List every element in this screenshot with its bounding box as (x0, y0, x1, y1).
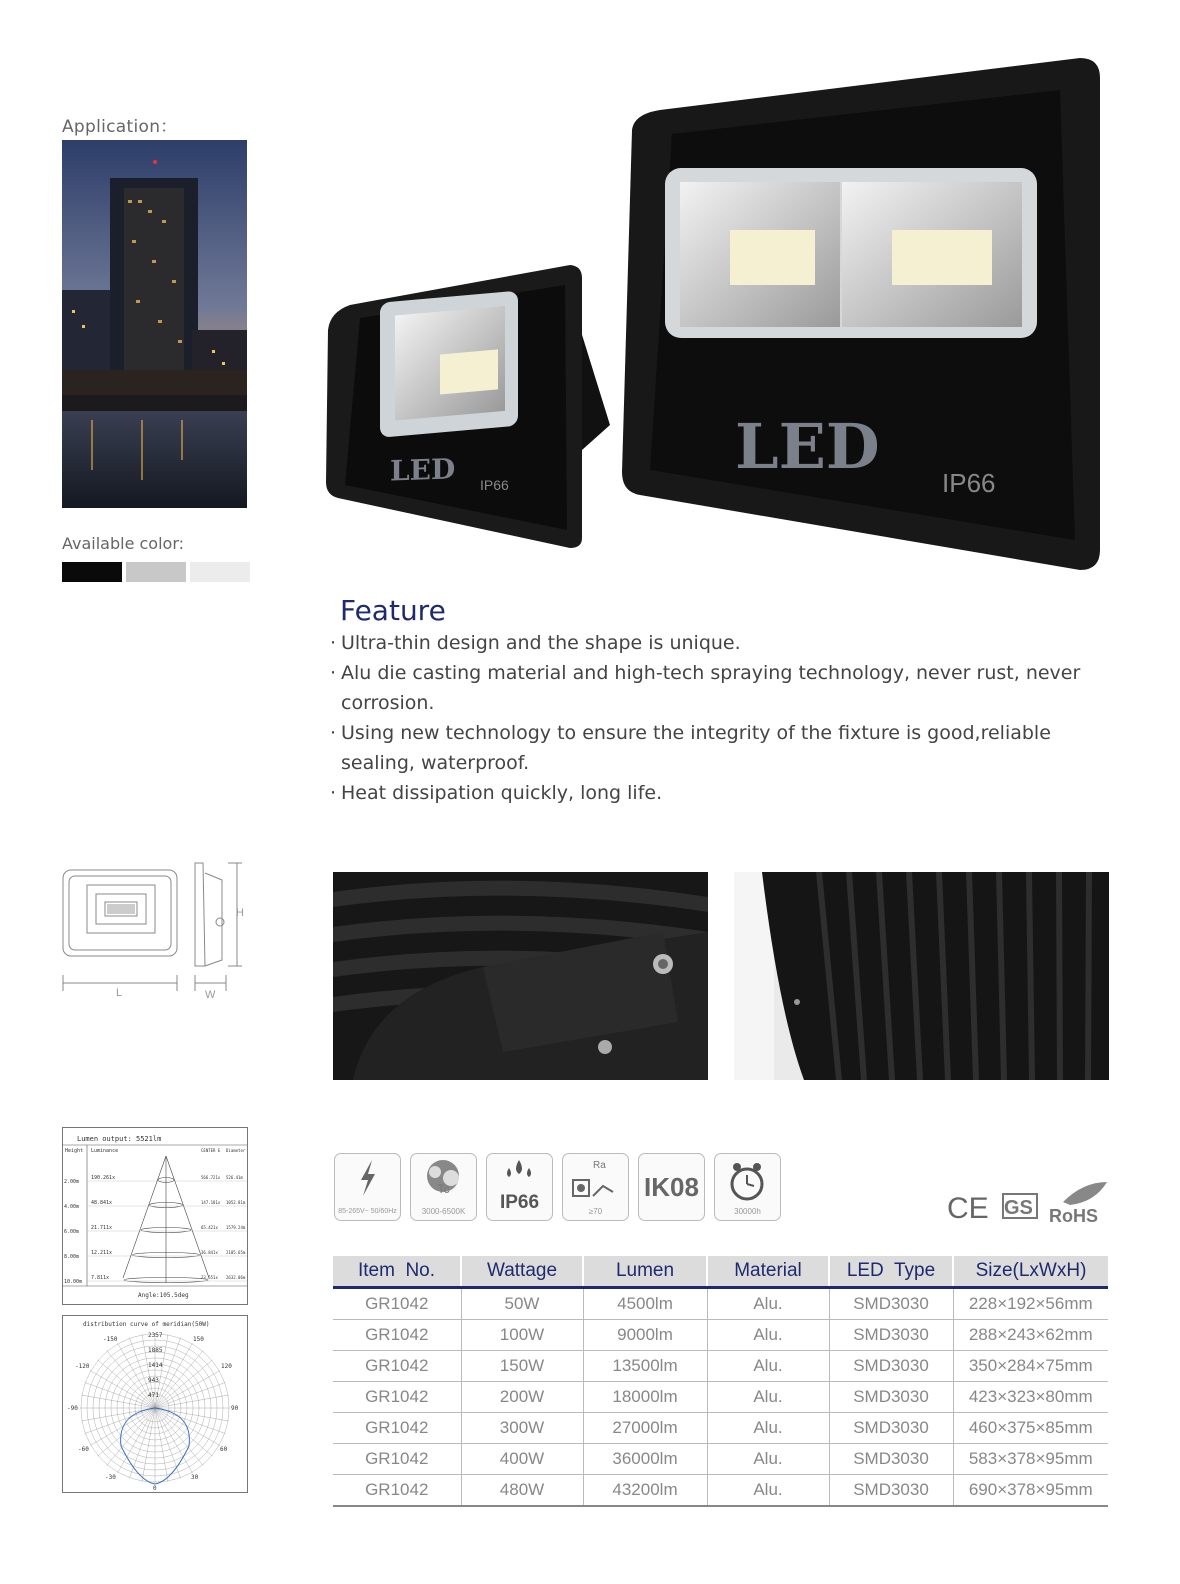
color-swatch-white (190, 562, 250, 582)
table-cell: 690×378×95mm (953, 1475, 1108, 1507)
application-label: Application： (62, 117, 178, 137)
lumen-cell: 48.841x (91, 1200, 113, 1206)
lumen-cell: 65.421x (201, 1225, 218, 1230)
table-cell: GR1042 (333, 1382, 461, 1413)
spec-table (333, 1256, 1108, 1507)
color-swatch-black (62, 562, 122, 582)
lumen-cell: 6.00m (64, 1229, 80, 1235)
table-cell: 50W (461, 1288, 583, 1320)
polar-radial-label: 1885 (148, 1347, 163, 1354)
table-row (333, 1382, 1108, 1413)
table-cell: 460×375×85mm (953, 1413, 1108, 1444)
table-cell: Alu. (707, 1320, 829, 1351)
table-cell: GR1042 (333, 1475, 461, 1507)
polar-angle-label: 0 (153, 1485, 157, 1492)
table-cell: 100W (461, 1320, 583, 1351)
lumen-cell: 2105.65m (226, 1250, 246, 1255)
table-cell: Alu. (707, 1382, 829, 1413)
rear-photo (734, 872, 1109, 1080)
lumen-col-luminance: Luminance (91, 1148, 119, 1154)
table-cell: 228×192×56mm (953, 1288, 1108, 1320)
polar-angle-label: 120 (221, 1363, 232, 1370)
table-cell: 150W (461, 1351, 583, 1382)
table-cell: 200W (461, 1382, 583, 1413)
rohs-mark: RoHS (1049, 1206, 1098, 1225)
lumen-chart-footer: Angle:105.5deg (138, 1292, 189, 1299)
table-cell: Alu. (707, 1413, 829, 1444)
polar-angle-label: -30 (105, 1474, 116, 1481)
table-cell: 423×323×80mm (953, 1382, 1108, 1413)
lumen-cell: 12.211x (91, 1250, 113, 1256)
table-cell: SMD3030 (829, 1288, 953, 1320)
lumen-cell: 566.721x (201, 1175, 221, 1180)
table-cell: 27000lm (583, 1413, 707, 1444)
table-cell: GR1042 (333, 1444, 461, 1475)
lumen-col-height: Height (65, 1148, 84, 1154)
table-cell: 18000lm (583, 1382, 707, 1413)
voltage-text: 85-265V~ 50/60Hz (338, 1208, 397, 1215)
table-cell: 4500lm (583, 1288, 707, 1320)
lumen-col-diameter: Diameter (226, 1148, 246, 1153)
table-cell: Alu. (707, 1288, 829, 1320)
ik08-text: IK08 (644, 1172, 699, 1202)
table-cell: 43200lm (583, 1475, 707, 1507)
available-color-label: Available color: (62, 534, 185, 553)
col-size: Size(LxWxH) (953, 1256, 1108, 1288)
table-cell: 288×243×62mm (953, 1320, 1108, 1351)
lumen-cell: 21.711x (91, 1225, 113, 1231)
col-lumen: Lumen (583, 1256, 707, 1288)
lumen-cell: 147.181x (201, 1200, 221, 1205)
lumen-cell: 7.811x (91, 1275, 110, 1281)
col-item-no: Item No. (333, 1256, 461, 1288)
polar-angle-label: -120 (75, 1363, 90, 1370)
lumen-col-center: CENTER E (201, 1148, 221, 1153)
height-label: H (236, 907, 244, 919)
ra-value: ≥70 (588, 1207, 603, 1216)
table-cell: GR1042 (333, 1288, 461, 1320)
table-header-row (333, 1256, 1108, 1288)
table-cell: 9000lm (583, 1320, 707, 1351)
feature-item: · Using new technology to ensure the integrity of the fixture is good,reliable sealing, waterproof. (330, 718, 1130, 778)
width-label: W (205, 989, 216, 1001)
table-row (333, 1475, 1108, 1507)
lifespan-text: 30000h (734, 1207, 761, 1216)
lumen-cell: 526.41m (226, 1175, 243, 1180)
table-row (333, 1288, 1108, 1320)
large-ip-label: IP66 (942, 468, 996, 498)
lumen-cell: 2632.06m (226, 1275, 246, 1280)
application-photo (62, 140, 247, 508)
rohs-leaf-icon (1063, 1182, 1107, 1205)
ra-label: Ra (593, 1160, 606, 1171)
large-led-badge: LED (735, 410, 880, 483)
table-cell: 583×378×95mm (953, 1444, 1108, 1475)
lumen-cell: 1052.81m (226, 1200, 246, 1205)
table-row (333, 1413, 1108, 1444)
cct-symbol: Tc (437, 1182, 450, 1196)
table-cell: SMD3030 (829, 1444, 953, 1475)
lumen-cell: 1579.24m (226, 1225, 246, 1230)
table-cell: Alu. (707, 1475, 829, 1507)
table-row (333, 1351, 1108, 1382)
col-led-type: LED Type (829, 1256, 953, 1288)
polar-angle-label: -60 (78, 1446, 89, 1453)
feature-title: Feature (340, 594, 446, 627)
feature-item: · Alu die casting material and high-tech spraying technology, never rust, never corrosion. (330, 658, 1130, 718)
ip66-text: IP66 (499, 1192, 540, 1213)
polar-angle-label: 30 (191, 1474, 199, 1481)
feature-item: · Ultra-thin design and the shape is unique. (330, 628, 1130, 658)
cri-cert (562, 1153, 629, 1221)
polar-radial-label: 2357 (148, 1332, 163, 1339)
lumen-cell: 190.261x (91, 1175, 116, 1181)
ce-mark: CE (947, 1192, 989, 1225)
voltage-cert (334, 1153, 401, 1221)
table-row (333, 1320, 1108, 1351)
table-cell: Alu. (707, 1351, 829, 1382)
polar-radial-label: 943 (148, 1377, 159, 1384)
col-wattage: Wattage (461, 1256, 583, 1288)
small-led-badge: LED (390, 452, 456, 488)
lumen-cell: 23.551x (201, 1275, 218, 1280)
color-swatch-gray (126, 562, 186, 582)
table-cell: GR1042 (333, 1320, 461, 1351)
cct-text: 3000-6500K (421, 1207, 466, 1216)
polar-angle-label: -150 (103, 1336, 118, 1343)
polar-angle-label: 150 (193, 1336, 204, 1343)
polar-radial-label: 471 (148, 1392, 159, 1399)
ip66-cert (486, 1153, 553, 1221)
table-cell: Alu. (707, 1444, 829, 1475)
table-cell: 350×284×75mm (953, 1351, 1108, 1382)
table-cell: SMD3030 (829, 1475, 953, 1507)
table-row (333, 1444, 1108, 1475)
table-cell: SMD3030 (829, 1351, 953, 1382)
table-cell: 400W (461, 1444, 583, 1475)
polar-angle-label: -90 (67, 1405, 78, 1412)
table-cell: SMD3030 (829, 1320, 953, 1351)
table-cell: 300W (461, 1413, 583, 1444)
product-photo (320, 50, 1120, 580)
lumen-output-chart (62, 1127, 248, 1305)
lumen-cell: 4.00m (64, 1204, 80, 1210)
small-ip-label: IP66 (480, 477, 509, 493)
polar-radial-label: 1414 (148, 1362, 163, 1369)
length-label: L (116, 987, 123, 999)
table-cell: GR1042 (333, 1413, 461, 1444)
lifespan-cert (714, 1153, 781, 1221)
gs-mark (1003, 1194, 1037, 1219)
lumen-cell: 2.00m (64, 1179, 80, 1185)
cct-cert (410, 1153, 477, 1221)
col-material: Material (707, 1256, 829, 1288)
lumen-chart-title: Lumen output: 5521lm (77, 1135, 162, 1143)
polar-angle-label: 90 (231, 1405, 239, 1412)
table-cell: GR1042 (333, 1351, 461, 1382)
lumen-cell: 8.00m (64, 1254, 80, 1260)
ik08-cert (638, 1153, 705, 1221)
certification-marks (945, 1180, 1115, 1225)
feature-list (330, 628, 1130, 808)
heatsink-photo (333, 872, 708, 1080)
dimension-drawing (60, 858, 250, 1008)
polar-chart-title: distribution curve of meridian(50W) (83, 1321, 210, 1328)
lumen-cell: 36.841x (201, 1250, 218, 1255)
table-cell: 36000lm (583, 1444, 707, 1475)
polar-distribution-chart (62, 1315, 248, 1493)
lumen-cell: 10.00m (64, 1279, 83, 1285)
table-cell: SMD3030 (829, 1382, 953, 1413)
svg-text:GS: GS (1004, 1197, 1033, 1219)
table-cell: 480W (461, 1475, 583, 1507)
feature-item: · Heat dissipation quickly, long life. (330, 778, 1130, 808)
table-cell: SMD3030 (829, 1413, 953, 1444)
table-cell: 13500lm (583, 1351, 707, 1382)
polar-angle-label: 60 (220, 1446, 228, 1453)
